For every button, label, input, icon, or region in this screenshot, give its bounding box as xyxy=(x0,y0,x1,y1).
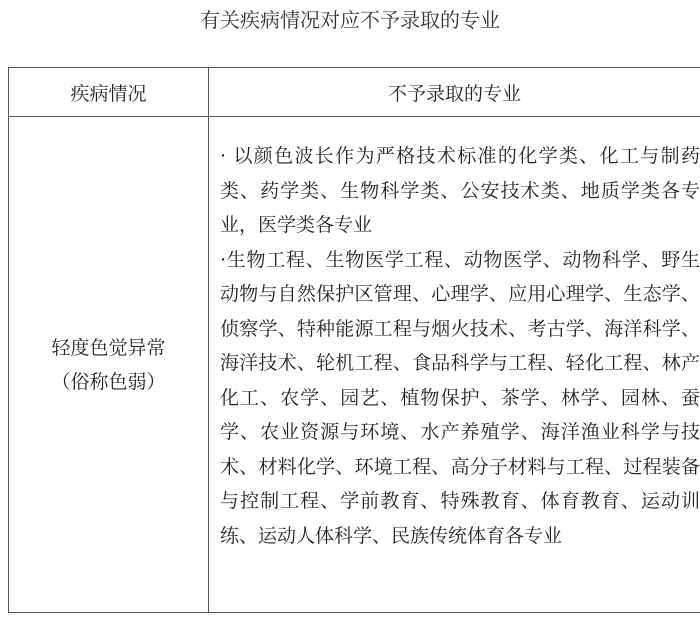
page-title: 有关疾病情况对应不予录取的专业 xyxy=(200,8,500,32)
bullet-marker: · xyxy=(220,248,227,271)
table-row xyxy=(9,117,700,613)
majors-cell xyxy=(209,117,700,613)
condition-alias: （俗称色弱） xyxy=(51,370,166,393)
header-majors: 不予录取的专业 xyxy=(209,68,700,117)
condition-cell xyxy=(9,117,209,613)
majors-text: 生物工程、生物医学工程、动物医学、动物科学、野生动物与自然保护区管理、心理学、应用心理学、生态学、侦察学、特种能源工程与烟火技术、考古学、海洋科学、海洋技术、轮机工程、食品科学与工程、轻化工程、林产化工、农学、园艺、植物保护、茶学、林学、园林、蚕学、农业资源与环境、水产养殖学、海洋渔业科学与技术、材料化学、环境工程、高分子材料与工程、过程装备与控制工程、学前教育、特殊教育、体育教育、运动训练、运动人体科学、民族传统体育各专业 xyxy=(220,248,700,547)
majors-paragraph xyxy=(220,139,700,243)
condition-name: 轻度色觉异常 xyxy=(51,336,166,359)
majors-restriction-table xyxy=(8,67,700,613)
table-header-row xyxy=(9,68,700,117)
header-condition: 疾病情况 xyxy=(9,68,209,117)
bullet-marker: · xyxy=(220,145,234,167)
majors-paragraph xyxy=(220,243,700,554)
majors-text: 以颜色波长作为严格技术标准的化学类、化工与制药类、药学类、生物科学类、公安技术类、地质学类各专业，医学类各专业 xyxy=(220,145,700,236)
